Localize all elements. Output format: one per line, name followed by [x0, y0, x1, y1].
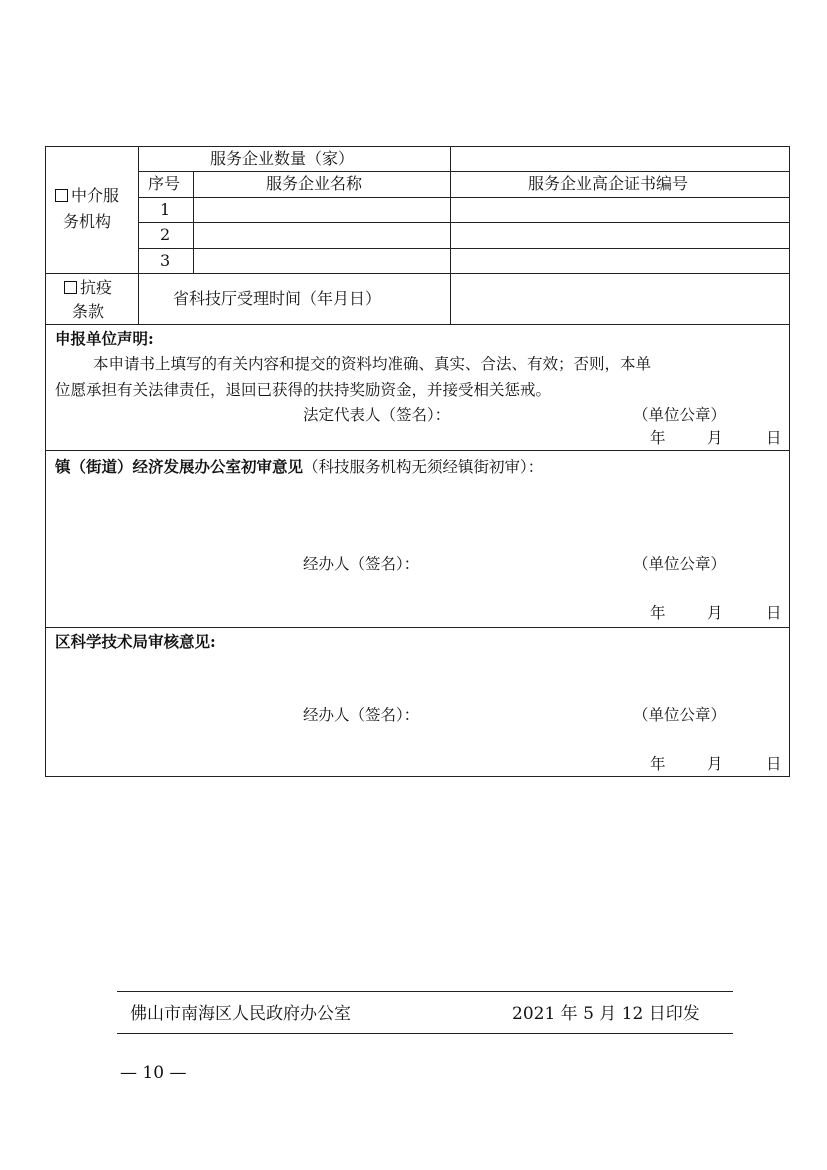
declaration-title: 申报单位声明:	[55, 329, 154, 348]
date-year: 年	[650, 429, 666, 447]
date-month: 月	[707, 429, 723, 447]
date-month: 月	[707, 755, 723, 773]
unit-seal-label: （单位公章）	[633, 406, 727, 424]
table-border-top	[45, 146, 790, 147]
epidemic-label-line2: 条款	[72, 302, 105, 321]
rule	[138, 248, 789, 249]
intermediary-checkbox[interactable]	[55, 188, 119, 204]
table-border-left	[45, 146, 46, 777]
table-border-right	[789, 146, 790, 777]
town-opinion-heading	[55, 459, 543, 476]
rule	[138, 197, 789, 198]
row-name-3[interactable]	[200, 253, 444, 269]
date-year: 年	[650, 755, 666, 773]
rule	[193, 171, 194, 273]
rule	[138, 146, 139, 324]
col-seq-header: 序号	[148, 174, 181, 193]
row-cert-2[interactable]	[458, 227, 782, 243]
count-value[interactable]	[460, 151, 780, 169]
row-cert-3[interactable]	[458, 253, 782, 269]
town-handler-signature-label: 经办人（签名）：	[303, 555, 420, 573]
date-day: 日	[766, 755, 782, 773]
rule	[45, 273, 790, 274]
footer-rule-top	[117, 991, 733, 992]
row-seq-2: 2	[160, 225, 171, 244]
town-seal-label: （单位公章）	[633, 555, 727, 573]
declaration-line2: 位愿承担有关法律责任，退回已获得的扶持奖励资金，并接受相关惩戒。	[55, 381, 552, 399]
date-month: 月	[707, 604, 723, 622]
bureau-opinion-title: 区科学技术局审核意见:	[55, 632, 216, 651]
count-label: 服务企业数量（家）	[210, 149, 355, 168]
row-name-2[interactable]	[200, 227, 444, 243]
row-seq-1: 1	[160, 200, 171, 219]
intermediary-label-line1: 中介服	[71, 186, 120, 205]
col-cert-header: 服务企业高企证书编号	[528, 174, 689, 193]
date-year: 年	[650, 604, 666, 622]
epidemic-label-line1: 抗疫	[80, 278, 113, 297]
intermediary-label-line2: 务机构	[63, 212, 112, 231]
town-opinion-note: （科技服务机构无须经镇街初审）：	[303, 458, 544, 476]
declaration-line1: 本申请书上填写的有关内容和提交的资料均准确、真实、合法、有效；否则，本单	[93, 355, 652, 373]
row-seq-3: 3	[160, 251, 171, 270]
rule	[45, 627, 790, 628]
legal-rep-signature-label: 法定代表人（签名）：	[303, 406, 451, 424]
table-border-bottom	[45, 776, 790, 777]
rule	[450, 146, 451, 324]
page-number: — 10 —	[120, 1063, 187, 1083]
date-day: 日	[766, 429, 782, 447]
accept-time-label: 省科技厅受理时间（年月日）	[173, 289, 382, 308]
rule	[138, 171, 789, 172]
bureau-handler-signature-label: 经办人（签名）：	[303, 706, 420, 724]
town-opinion-title: 镇（街道）经济发展办公室初审意见	[55, 457, 304, 476]
row-name-1[interactable]	[200, 202, 444, 218]
row-cert-1[interactable]	[458, 202, 782, 218]
epidemic-checkbox[interactable]	[64, 280, 112, 296]
checkbox-square-icon[interactable]	[55, 189, 68, 202]
col-name-header: 服务企业名称	[266, 174, 363, 193]
rule	[45, 324, 790, 325]
bureau-seal-label: （单位公章）	[633, 706, 727, 724]
date-day: 日	[766, 604, 782, 622]
footer-issuer: 佛山市南海区人民政府办公室	[130, 1004, 351, 1024]
checkbox-square-icon[interactable]	[64, 281, 77, 294]
rule	[138, 222, 789, 223]
accept-time-value[interactable]	[460, 291, 780, 309]
footer-rule-bottom	[117, 1033, 733, 1034]
rule	[45, 450, 790, 451]
footer-date: 2021 年 5 月 12 日印发	[512, 1004, 700, 1024]
